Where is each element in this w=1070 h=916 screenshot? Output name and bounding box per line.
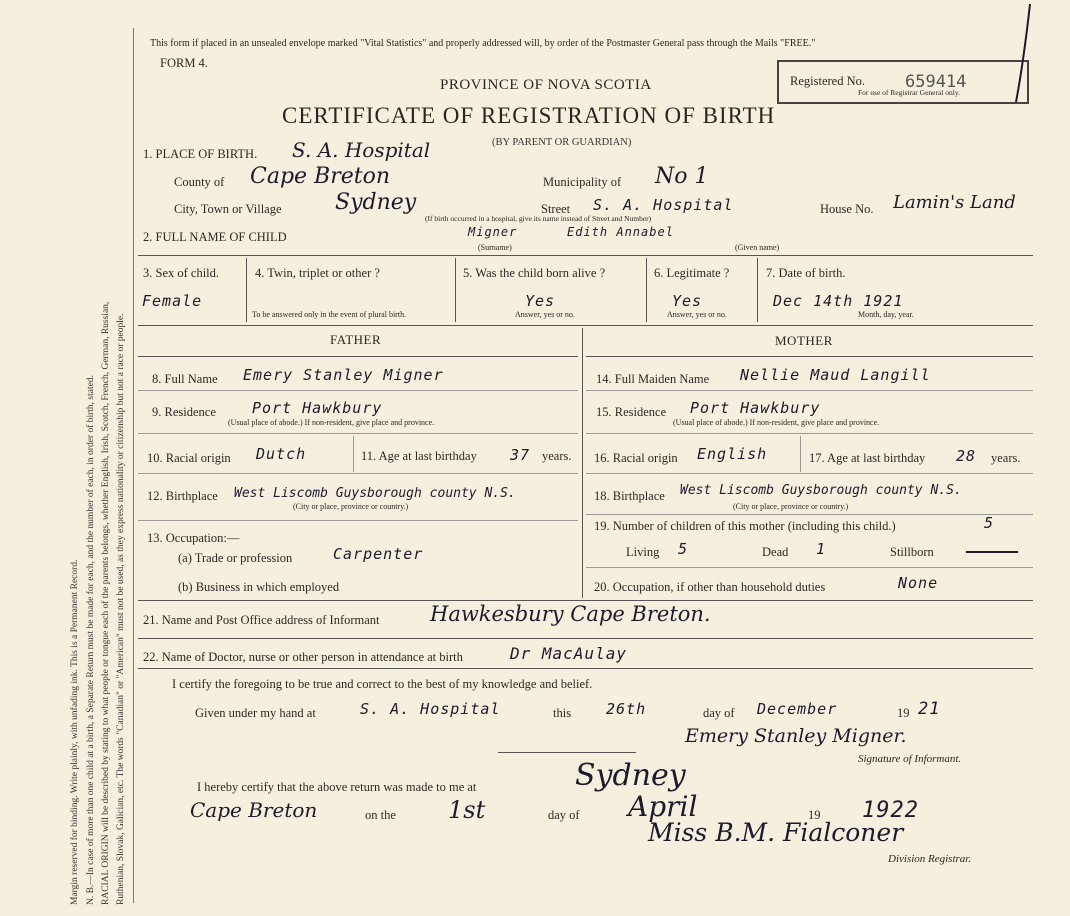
registrar-text: I hereby certify that the above return was made to me at	[197, 780, 477, 794]
mother-race-value: English	[697, 445, 768, 463]
mother-name-value: Nellie Maud Langill	[740, 366, 931, 384]
mother-bp-value: West Liscomb Guysborough county N.S.	[680, 483, 962, 498]
rule-col-4	[246, 258, 247, 322]
signature-rule	[498, 752, 636, 753]
mail-notice: This form if placed in an unsealed envelope marked "Vital Statistics" and properly addressed will, by order of the Postmaster General pass through the Mails "FREE."	[150, 38, 816, 49]
informant-signature-label: Signature of Informant.	[858, 753, 962, 765]
twin-note: To be answered only in the event of plural birth.	[252, 310, 407, 319]
date-label: 7. Date of birth.	[766, 266, 846, 280]
margin-racial-note-1: RACIAL ORIGIN will be described by stating to what people or tongue each of the parents belongs, whether English, Irish, Scotch, French, German, Russian,	[101, 301, 111, 905]
municipality-value: No 1	[655, 164, 709, 189]
date-value: Dec 14th 1921	[773, 292, 904, 310]
rule-col-6	[646, 258, 647, 322]
rule-doctor-bottom	[138, 668, 1033, 669]
informant-value: Hawkesbury Cape Breton.	[430, 602, 711, 626]
house-value: Lamin's Land	[893, 192, 1016, 213]
rule-m15	[586, 433, 1033, 434]
rule-f9	[138, 433, 578, 434]
rule-informant-bottom	[138, 638, 1033, 639]
rule-f12	[138, 520, 578, 521]
given-label: Given under my hand at	[195, 706, 316, 720]
mother-heading: MOTHER	[775, 333, 833, 348]
margin-racial-note-2: Ruthenian, Slovak, Galician, etc. The words "Canadian" or "American" must not be used, as they express nationality or citizenship but not a race or people.	[116, 313, 126, 905]
child-given-name: Edith Annabel	[567, 225, 674, 239]
county-value: Cape Breton	[250, 164, 391, 189]
rule-parents-bottom	[138, 600, 1033, 601]
father-res-value: Port Hawkbury	[252, 399, 383, 417]
mother-age-years: years.	[991, 451, 1021, 465]
street-label: Street	[541, 202, 571, 216]
mother-occ-label: 20. Occupation, if other than household duties	[594, 580, 826, 594]
mother-bp-label: 18. Birthplace	[594, 489, 665, 503]
father-trade-label: (a) Trade or profession	[178, 551, 293, 565]
mother-bp-note: (City or place, province or country.)	[733, 502, 849, 511]
informant-signature: Emery Stanley Migner.	[685, 725, 907, 747]
mother-age-value: 28	[956, 447, 977, 465]
legit-value: Yes	[672, 292, 703, 310]
father-business-label: (b) Business in which employed	[178, 580, 340, 594]
father-age-value: 37	[510, 446, 531, 464]
registrar-county: Cape Breton	[190, 798, 318, 822]
mother-race-label: 16. Racial origin	[594, 451, 678, 465]
rule-col-7	[757, 258, 758, 322]
margin-binding-note: Margin reserved for binding. Write plainly, with unfading ink. This is a Permanent Record.	[70, 559, 80, 905]
pen-stroke	[1000, 0, 1040, 110]
street-value: S. A. Hospital	[593, 196, 734, 214]
street-note: (If birth occurred in a hospital, give its name instead of Street and Number)	[425, 214, 652, 223]
mother-stillborn-label: Stillborn	[890, 545, 934, 559]
rule-row3-top	[138, 255, 1033, 256]
registrar-on-label: on the	[365, 808, 396, 822]
registrar-place: Sydney	[575, 758, 686, 793]
mother-res-note: (Usual place of abode.) If non-resident, give place and province.	[673, 418, 880, 427]
father-bp-label: 12. Birthplace	[147, 489, 218, 503]
registered-value: 659414	[905, 72, 967, 92]
father-occ-label: 13. Occupation:—	[147, 531, 240, 545]
mother-living-value: 5	[678, 540, 689, 558]
surname-note: (Surname)	[478, 243, 512, 252]
registrar-signature-label: Division Registrar.	[888, 853, 972, 865]
city-label: City, Town or Village	[174, 202, 282, 216]
given-year-prefix: 19	[897, 706, 910, 720]
alive-label: 5. Was the child born alive ?	[463, 266, 606, 280]
sex-value: Female	[142, 292, 203, 310]
doctor-label: 22. Name of Doctor, nurse or other person in attendance at birth	[143, 650, 463, 664]
mother-res-label: 15. Residence	[596, 405, 667, 419]
child-name-label: 2. FULL NAME OF CHILD	[143, 230, 287, 244]
place-value: S. A. Hospital	[292, 138, 431, 162]
this-label: this	[553, 706, 572, 720]
county-label: County of	[174, 175, 225, 189]
certify-text: I certify the foregoing to be true and correct to the best of my knowledge and belief.	[172, 677, 593, 691]
mother-dead-label: Dead	[762, 545, 789, 559]
alive-note: Answer, yes or no.	[515, 310, 575, 319]
alive-value: Yes	[525, 292, 556, 310]
given-year: 21	[918, 699, 941, 719]
legit-note: Answer, yes or no.	[667, 310, 727, 319]
given-month: December	[757, 700, 838, 718]
doctor-value: Dr MacAulay	[510, 644, 627, 663]
form-number: FORM 4.	[160, 56, 208, 70]
rule-m14	[586, 390, 1033, 391]
place-label: 1. PLACE OF BIRTH.	[143, 147, 258, 161]
rule-m16	[586, 473, 1033, 474]
rule-f10-divider	[353, 436, 354, 472]
registrar-day: 1st	[448, 796, 486, 824]
registrar-month: April	[628, 790, 698, 823]
registrar-note: For use of Registrar General only.	[858, 88, 960, 97]
father-race-label: 10. Racial origin	[147, 451, 231, 465]
registrar-signature: Miss B.M. Fialconer	[648, 818, 904, 847]
mother-living-label: Living	[626, 545, 660, 559]
certificate-title: CERTIFICATE OF REGISTRATION OF BIRTH	[282, 103, 776, 128]
registrar-dayof-label: day of	[548, 808, 580, 822]
margin-rule	[133, 28, 134, 903]
father-age-years: years.	[542, 449, 572, 463]
father-age-label: 11. Age at last birthday	[361, 449, 477, 463]
mother-res-value: Port Hawkbury	[690, 399, 821, 417]
rule-mother-head	[586, 356, 1033, 357]
mother-children-value: 5	[984, 514, 995, 532]
father-res-note: (Usual place of abode.) If non-resident, give place and province.	[228, 418, 435, 427]
rule-m16-divider	[800, 436, 801, 472]
city-value: Sydney	[335, 190, 417, 215]
twin-label: 4. Twin, triplet or other ?	[255, 266, 380, 280]
rule-m18	[586, 514, 1033, 515]
given-note: (Given name)	[735, 243, 780, 252]
informant-label: 21. Name and Post Office address of Informant	[143, 613, 380, 627]
sex-label: 3. Sex of child.	[143, 266, 220, 280]
father-name-label: 8. Full Name	[152, 372, 218, 386]
father-heading: FATHER	[330, 332, 382, 347]
father-res-label: 9. Residence	[152, 405, 216, 419]
mother-dead-value: 1	[816, 540, 827, 558]
stillborn-dash	[966, 551, 1018, 553]
mother-name-label: 14. Full Maiden Name	[596, 372, 710, 386]
given-day: 26th	[606, 700, 647, 718]
father-bp-note: (City or place, province or country.)	[293, 502, 409, 511]
house-label: House No.	[820, 202, 874, 216]
margin-nb-note: N. B.—In case of more than one child at a birth, a Separate Return must be made for each, and the number of each, in order of birth, stated.	[86, 375, 96, 905]
mother-occ-value: None	[898, 574, 939, 592]
given-dayof-label: day of	[703, 706, 735, 720]
registered-label: Registered No.	[790, 74, 865, 88]
rule-row3-bottom	[138, 325, 1033, 326]
father-name-value: Emery Stanley Migner	[243, 366, 444, 384]
father-race-value: Dutch	[256, 445, 307, 463]
rule-f10	[138, 473, 578, 474]
registrar-year-prefix: 19	[808, 808, 821, 822]
municipality-label: Municipality of	[543, 175, 622, 189]
rule-father-head	[138, 356, 578, 357]
father-trade-value: Carpenter	[333, 545, 424, 563]
rule-col-5	[455, 258, 456, 322]
rule-parents-divider	[582, 328, 583, 598]
province-heading: PROVINCE OF NOVA SCOTIA	[440, 77, 652, 93]
mother-age-label: 17. Age at last birthday	[809, 451, 926, 465]
rule-m19	[586, 567, 1033, 568]
date-note: Month, day, year.	[858, 310, 914, 319]
father-bp-value: West Liscomb Guysborough county N.S.	[234, 486, 516, 501]
certificate-subtitle: (BY PARENT OR GUARDIAN)	[492, 137, 632, 148]
given-place: S. A. Hospital	[360, 700, 501, 718]
child-surname: Migner	[468, 225, 518, 239]
rule-f8	[138, 390, 578, 391]
legit-label: 6. Legitimate ?	[654, 266, 730, 280]
registrar-year: 1922	[862, 798, 919, 823]
mother-children-label: 19. Number of children of this mother (including this child.)	[594, 519, 896, 533]
